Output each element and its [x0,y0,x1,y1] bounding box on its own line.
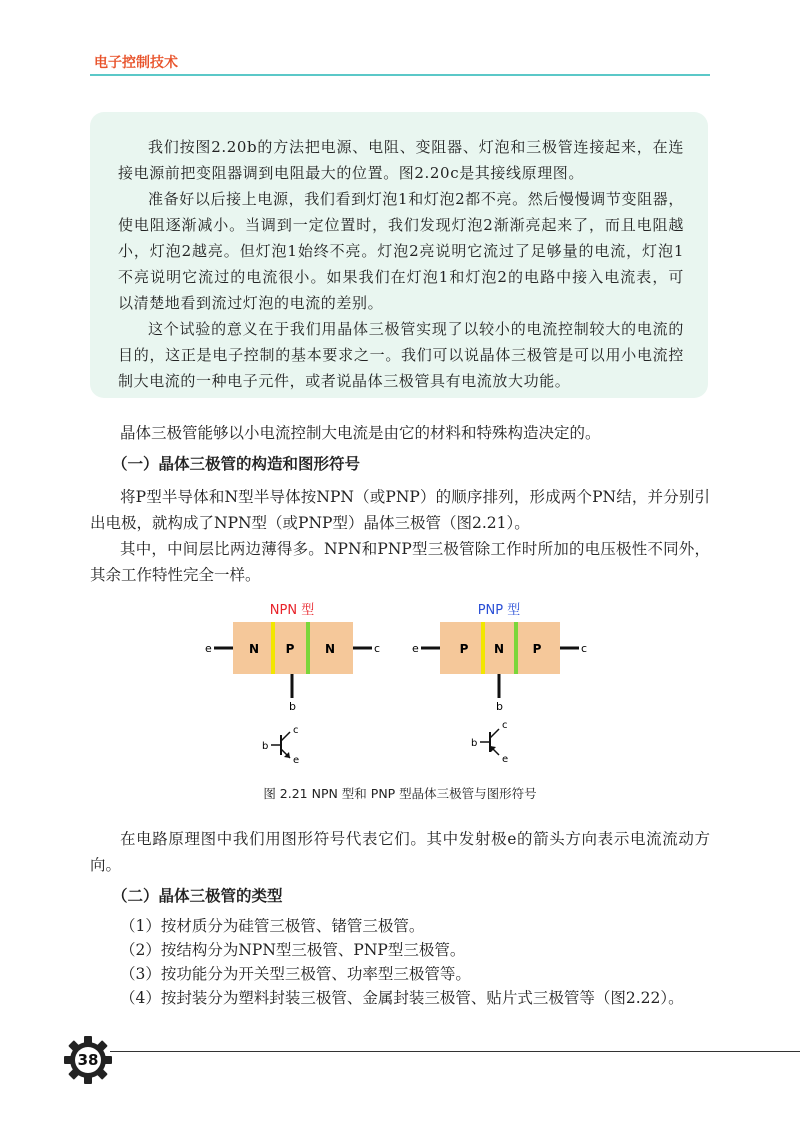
figure-caption: 图 2.21 NPN 型和 PNP 型晶体三极管与图形符号 [263,786,537,801]
transistor-figure [0,598,800,778]
page-number: 38 [77,1051,99,1069]
pnp-layer-2: N [493,642,505,656]
npn-junction-green [306,622,310,674]
box-paragraph-2: 准备好以后接上电源，我们看到灯泡1和灯泡2都不亮。然后慢慢调节变阻器，使电阻逐渐减小。当调到一定位置时，我们发现灯泡2渐渐亮起来了，而且电阻越小，灯泡2越亮。但灯泡1始终不亮。灯泡2亮说明它流过了足够量的电流，灯泡1不亮说明它流过的电流很小。如果我们在灯泡1和灯泡2的电路中接入电流表，可以清楚地看到流过灯泡的电流的差别。 [118,190,684,312]
npn-c-label: c [374,642,381,655]
section-2-heading: （二）晶体三极管的类型 [112,887,283,905]
type-list-item-3: （3）按功能分为开关型三极管、功率型三极管等。 [120,965,471,983]
npn-title: NPN 型 [269,603,315,618]
type-list-item-4: （4）按封装分为塑料封装三极管、金属封装三极管、贴片式三极管等（图2.22）。 [120,989,684,1007]
pnp-symbol-c-label: c [502,720,508,731]
intro-paragraph: 晶体三极管能够以小电流控制大电流是由它的材料和特殊构造决定的。 [120,424,601,442]
npn-symbol-e-label: e [293,755,300,766]
pnp-symbol-e-label: e [502,754,509,765]
pnp-symbol-b-label: b [471,738,478,749]
footer-rule [110,1051,800,1052]
npn-layer-2: P [285,642,295,656]
pnp-title: PNP 型 [477,603,521,618]
pnp-layer-1: P [459,642,469,656]
pnp-symbol [480,729,499,755]
npn-layer-1: N [248,642,260,656]
pnp-e-label: e [412,642,419,655]
section-1-paragraph-1: 将P型半导体和N型半导体按NPN（或PNP）的顺序排列，形成两个PN结，并分别引出电极，就构成了NPN型（或PNP型）晶体三极管（图2.21）。 [90,488,710,532]
box-paragraph-1: 我们按图2.20b的方法把电源、电阻、变阻器、灯泡和三极管连接起来，在连接电源前把变阻器调到电阻最大的位置。图2.20c是其接线原理图。 [118,138,684,182]
npn-symbol-c-label: c [293,725,299,736]
npn-junction-yellow [271,622,275,674]
pnp-b-label: b [496,700,503,713]
type-list-item-2: （2）按结构分为NPN型三极管、PNP型三极管。 [120,941,466,959]
pnp-junction-yellow [481,622,485,674]
pnp-c-label: c [581,642,588,655]
pnp-layer-3: P [532,642,542,656]
running-header: 电子控制技术 [94,55,178,71]
section-1-heading: （一）晶体三极管的构造和图形符号 [112,455,361,473]
header-rule [90,74,710,76]
npn-b-label: b [289,700,296,713]
after-figure-paragraph: 在电路原理图中我们用图形符号代表它们。其中发射极e的箭头方向表示电流流动方向。 [90,830,710,874]
type-list-item-1: （1）按材质分为硅管三极管、锗管三极管。 [120,917,425,935]
npn-layer-3: N [324,642,336,656]
npn-symbol [271,732,290,758]
npn-symbol-b-label: b [262,741,269,752]
pnp-junction-green [514,622,518,674]
section-1-paragraph-2: 其中，中间层比两边薄得多。NPN和PNP型三极管除工作时所加的电压极性不同外，其余工作特性完全一样。 [90,540,710,584]
npn-e-label: e [205,642,212,655]
box-paragraph-3: 这个试验的意义在于我们用晶体三极管实现了以较小的电流控制较大的电流的目的，这正是电子控制的基本要求之一。我们可以说晶体三极管是可以用小电流控制大电流的一种电子元件，或者说晶体三极管具有电流放大功能。 [118,320,684,390]
